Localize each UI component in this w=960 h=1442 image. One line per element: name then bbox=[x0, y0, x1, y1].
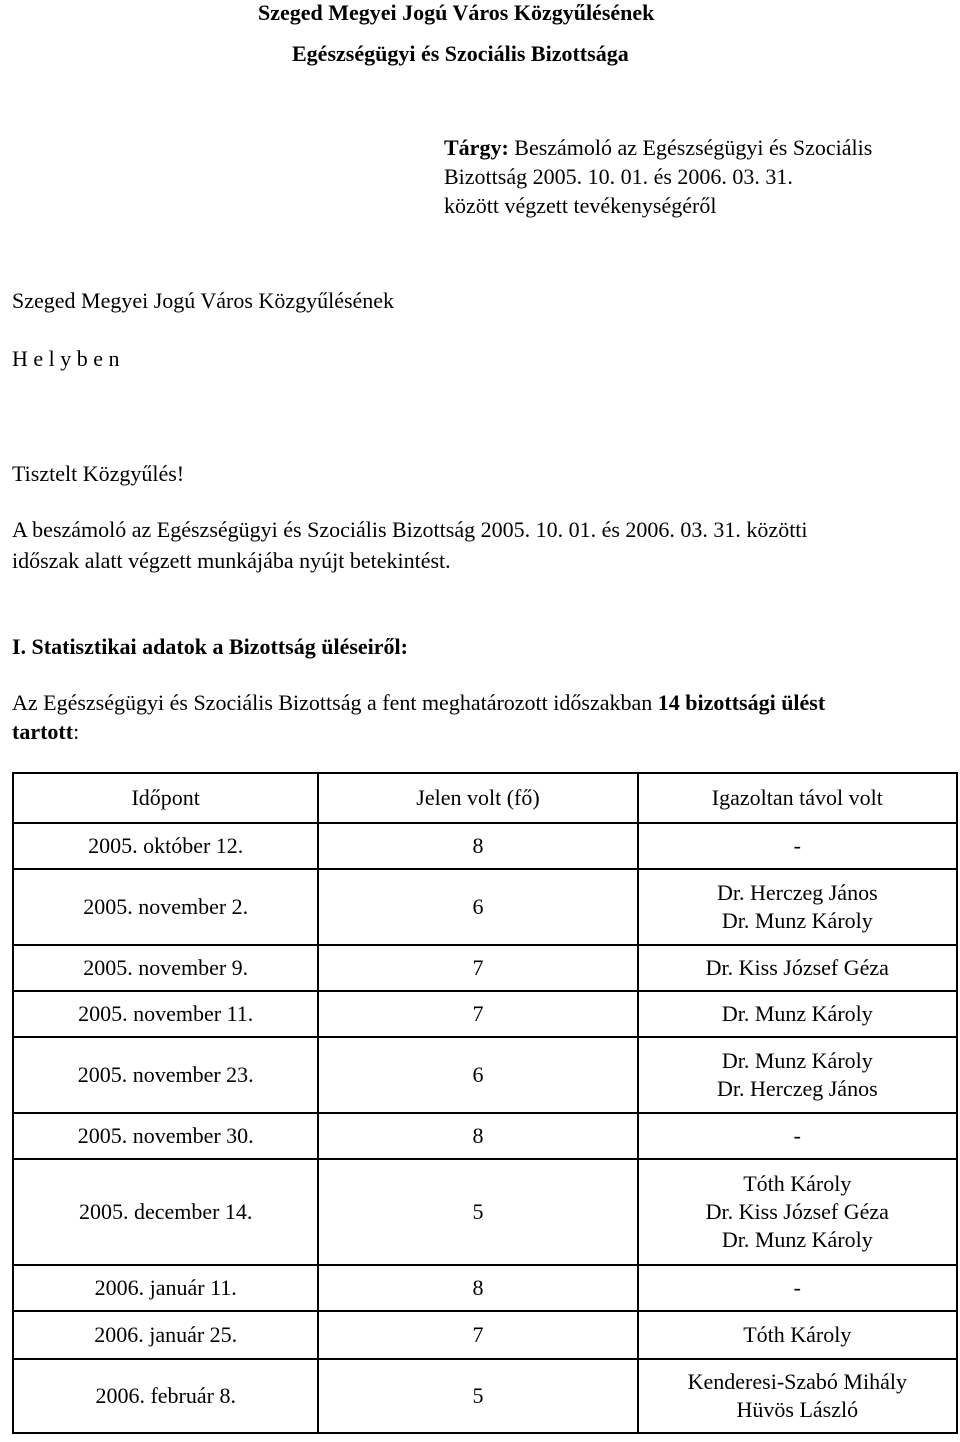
salutation: Tisztelt Közgyűlés! bbox=[12, 461, 185, 486]
table-row bbox=[13, 1359, 957, 1433]
absent-name: Kenderesi-Szabó Mihály bbox=[687, 1369, 907, 1394]
table-row bbox=[13, 1113, 957, 1159]
cell-present: 8 bbox=[318, 1265, 637, 1311]
cell-present: 6 bbox=[318, 1037, 637, 1113]
absent-name: Dr. Munz Károly bbox=[721, 908, 873, 933]
cell-date: 2005. november 9. bbox=[13, 945, 318, 991]
cell-absent bbox=[638, 1359, 957, 1433]
table-row bbox=[13, 1311, 957, 1359]
cell-absent bbox=[638, 991, 957, 1037]
table-row bbox=[13, 991, 957, 1037]
paragraph-colon: : bbox=[73, 719, 80, 744]
subject-line2: Bizottság 2005. 10. 01. és 2006. 03. 31. bbox=[444, 164, 793, 189]
meetings-table bbox=[12, 772, 958, 1434]
cell-present: 8 bbox=[318, 823, 637, 869]
cell-absent bbox=[638, 1311, 957, 1359]
cell-present: 5 bbox=[318, 1359, 637, 1433]
cell-absent bbox=[638, 945, 957, 991]
absent-name: - bbox=[793, 1275, 801, 1300]
cell-absent bbox=[638, 1037, 957, 1113]
absent-name: Dr. Munz Károly bbox=[721, 1001, 873, 1026]
absent-name: - bbox=[793, 1123, 801, 1148]
absent-name: Dr. Munz Károly bbox=[721, 1048, 873, 1073]
absent-name: Dr. Herczeg János bbox=[716, 880, 878, 905]
table-row bbox=[13, 1159, 957, 1265]
cell-absent bbox=[638, 823, 957, 869]
cell-present: 8 bbox=[318, 1113, 637, 1159]
cell-absent bbox=[638, 1159, 957, 1265]
table-row bbox=[13, 823, 957, 869]
cell-absent bbox=[638, 869, 957, 945]
cell-date: 2005. november 23. bbox=[13, 1037, 318, 1113]
absent-name: - bbox=[793, 833, 801, 858]
header-title-line1: Szeged Megyei Jogú Város Közgyűlésének bbox=[258, 0, 655, 25]
cell-present: 7 bbox=[318, 991, 637, 1037]
cell-absent bbox=[638, 1113, 957, 1159]
header-date: Időpont bbox=[13, 773, 318, 823]
table-header-row bbox=[13, 773, 957, 823]
absent-name: Dr. Munz Károly bbox=[721, 1227, 873, 1252]
section-paragraph-text: Az Egészségügyi és Szociális Bizottság a fent meghatározott időszakban bbox=[12, 690, 658, 715]
addressee-line1: Szeged Megyei Jogú Város Közgyűlésének bbox=[12, 288, 395, 313]
intro-line2: időszak alatt végzett munkájába nyújt betekintést. bbox=[12, 548, 451, 573]
cell-date: 2006. január 25. bbox=[13, 1311, 318, 1359]
absent-name: Dr. Kiss József Géza bbox=[705, 1199, 889, 1224]
session-count: 14 bizottsági ülést bbox=[657, 690, 826, 715]
section-paragraph-line2 bbox=[12, 718, 79, 746]
absent-name: Dr. Herczeg János bbox=[716, 1076, 878, 1101]
paragraph-bold-word: tartott bbox=[12, 719, 74, 744]
cell-date: 2006. február 8. bbox=[13, 1359, 318, 1433]
section-paragraph-line1 bbox=[12, 689, 825, 717]
cell-date: 2005. november 2. bbox=[13, 869, 318, 945]
cell-absent bbox=[638, 1265, 957, 1311]
absent-name: Hüvös László bbox=[736, 1397, 859, 1422]
absent-name: Tóth Károly bbox=[743, 1322, 852, 1347]
cell-present: 5 bbox=[318, 1159, 637, 1265]
cell-date: 2005. november 11. bbox=[13, 991, 318, 1037]
table-row bbox=[13, 1265, 957, 1311]
subject-text: Beszámoló az Egészségügyi és Szociális bbox=[508, 135, 873, 160]
absent-name: Tóth Károly bbox=[743, 1171, 852, 1196]
subject-line3: között végzett tevékenységéről bbox=[444, 193, 717, 218]
table-body bbox=[13, 823, 957, 1433]
subject-label: Tárgy: bbox=[444, 135, 509, 160]
cell-date: 2005. december 14. bbox=[13, 1159, 318, 1265]
absent-name: Dr. Kiss József Géza bbox=[705, 955, 889, 980]
cell-present: 7 bbox=[318, 945, 637, 991]
subject-line1 bbox=[444, 134, 872, 162]
header-present: Jelen volt (fő) bbox=[318, 773, 637, 823]
header-title-line2: Egészségügyi és Szociális Bizottsága bbox=[292, 41, 629, 66]
intro-line1: A beszámoló az Egészségügyi és Szociális Bizottság 2005. 10. 01. és 2006. 03. 31. közötti bbox=[12, 517, 808, 542]
header-absent: Igazoltan távol volt bbox=[638, 773, 957, 823]
table-row bbox=[13, 1037, 957, 1113]
table-row bbox=[13, 945, 957, 991]
cell-date: 2005. október 12. bbox=[13, 823, 318, 869]
cell-date: 2005. november 30. bbox=[13, 1113, 318, 1159]
section-heading: I. Statisztikai adatok a Bizottság üléseiről: bbox=[12, 634, 408, 659]
cell-present: 6 bbox=[318, 869, 637, 945]
cell-present: 7 bbox=[318, 1311, 637, 1359]
table-row bbox=[13, 869, 957, 945]
addressee-line2: H e l y b e n bbox=[12, 346, 120, 371]
cell-date: 2006. január 11. bbox=[13, 1265, 318, 1311]
